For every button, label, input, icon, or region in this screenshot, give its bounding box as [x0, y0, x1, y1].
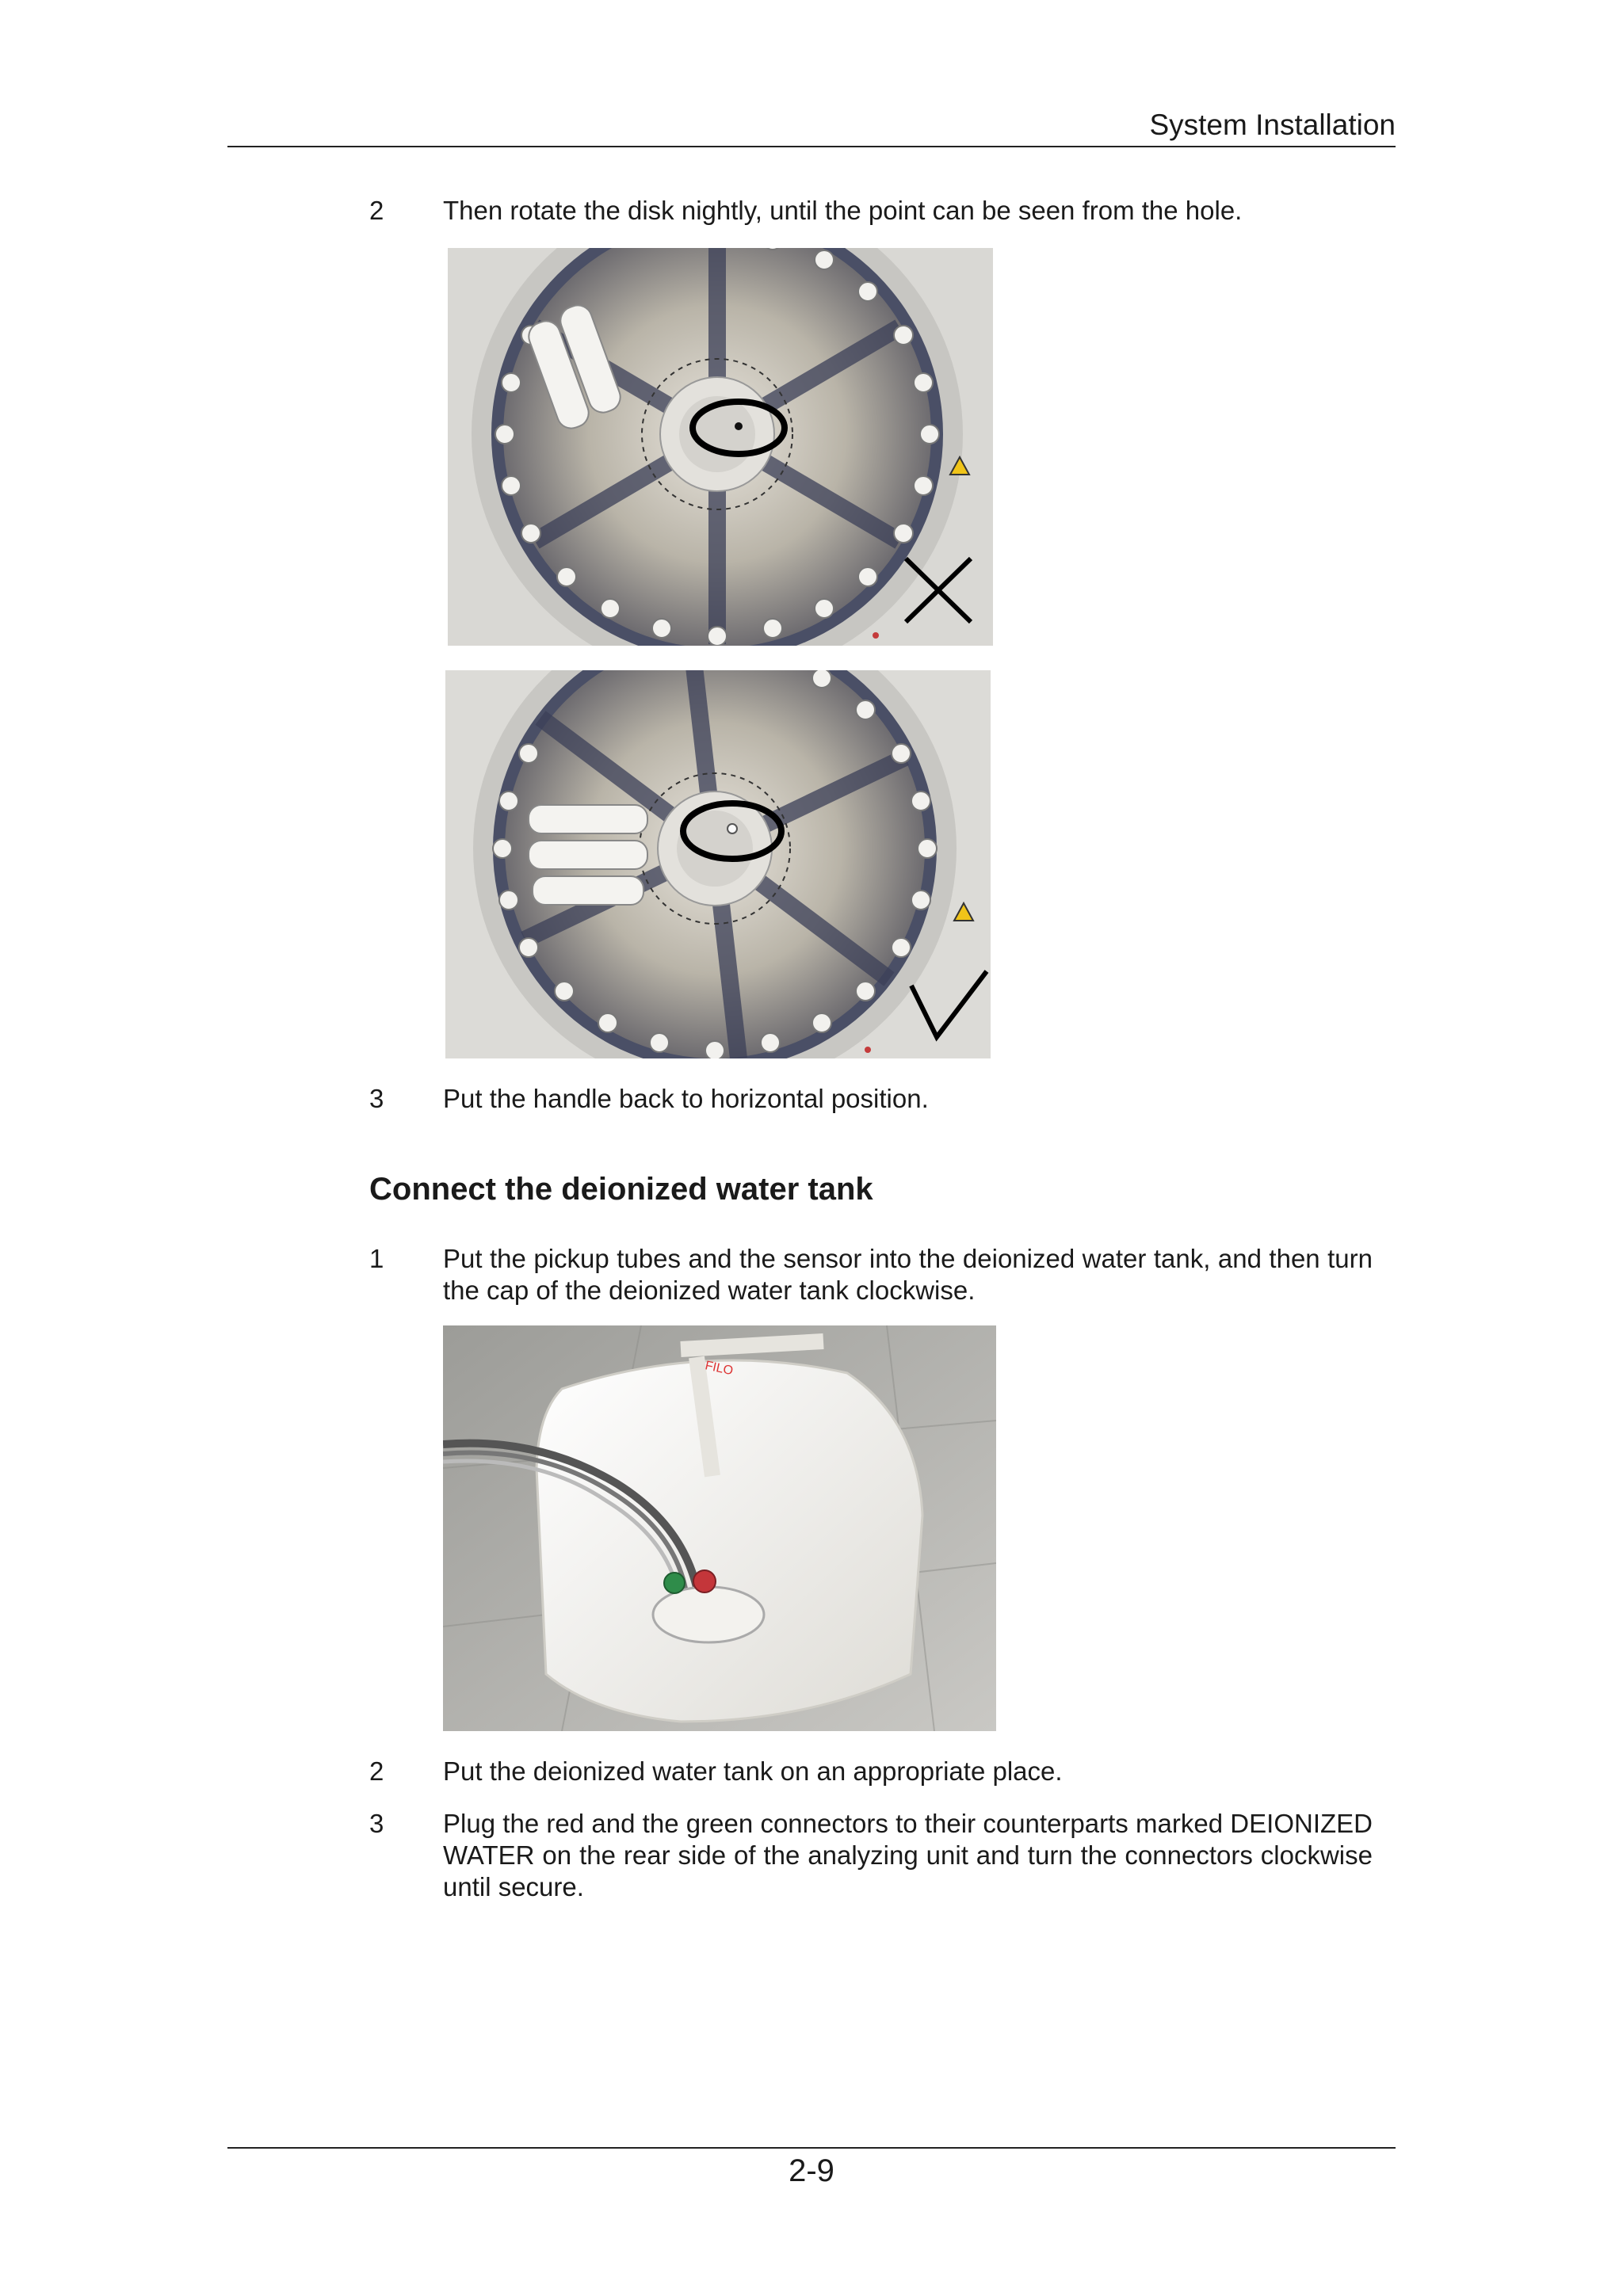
section-heading: Connect the deionized water tank	[369, 1172, 873, 1207]
step-text: Plug the red and the green connectors to their counterparts marked DEIONIZED WATER on the rear side of the analyzing unit and turn the connectors clockwise until secure.	[443, 1809, 1373, 1901]
footer-rule	[227, 2147, 1396, 2149]
step-text: Put the pickup tubes and the sensor into the deionized water tank, and then turn the cap of the deionized water tank clockwise.	[443, 1244, 1373, 1305]
header-rule	[227, 146, 1396, 147]
running-header: System Installation	[1149, 109, 1396, 141]
step-text: Put the handle back to horizontal position.	[443, 1084, 929, 1113]
photo-disk-incorrect	[448, 248, 993, 646]
step-text: Put the deionized water tank on an appropriate place.	[443, 1756, 1063, 1786]
green-connector	[664, 1573, 685, 1593]
step-number: 3	[369, 1809, 384, 1838]
step-number: 3	[369, 1084, 384, 1113]
step-text: Then rotate the disk nightly, until the point can be seen from the hole.	[443, 196, 1243, 225]
tank-label: FILO	[704, 1359, 735, 1379]
step-number: 2	[369, 1756, 384, 1786]
step-number: 2	[369, 196, 384, 225]
page-number: 2-9	[789, 2153, 834, 2188]
red-connector	[693, 1570, 716, 1592]
step-number: 1	[369, 1244, 384, 1273]
photo-disk-correct	[445, 670, 991, 1058]
photo-water-tank	[443, 1325, 996, 1731]
